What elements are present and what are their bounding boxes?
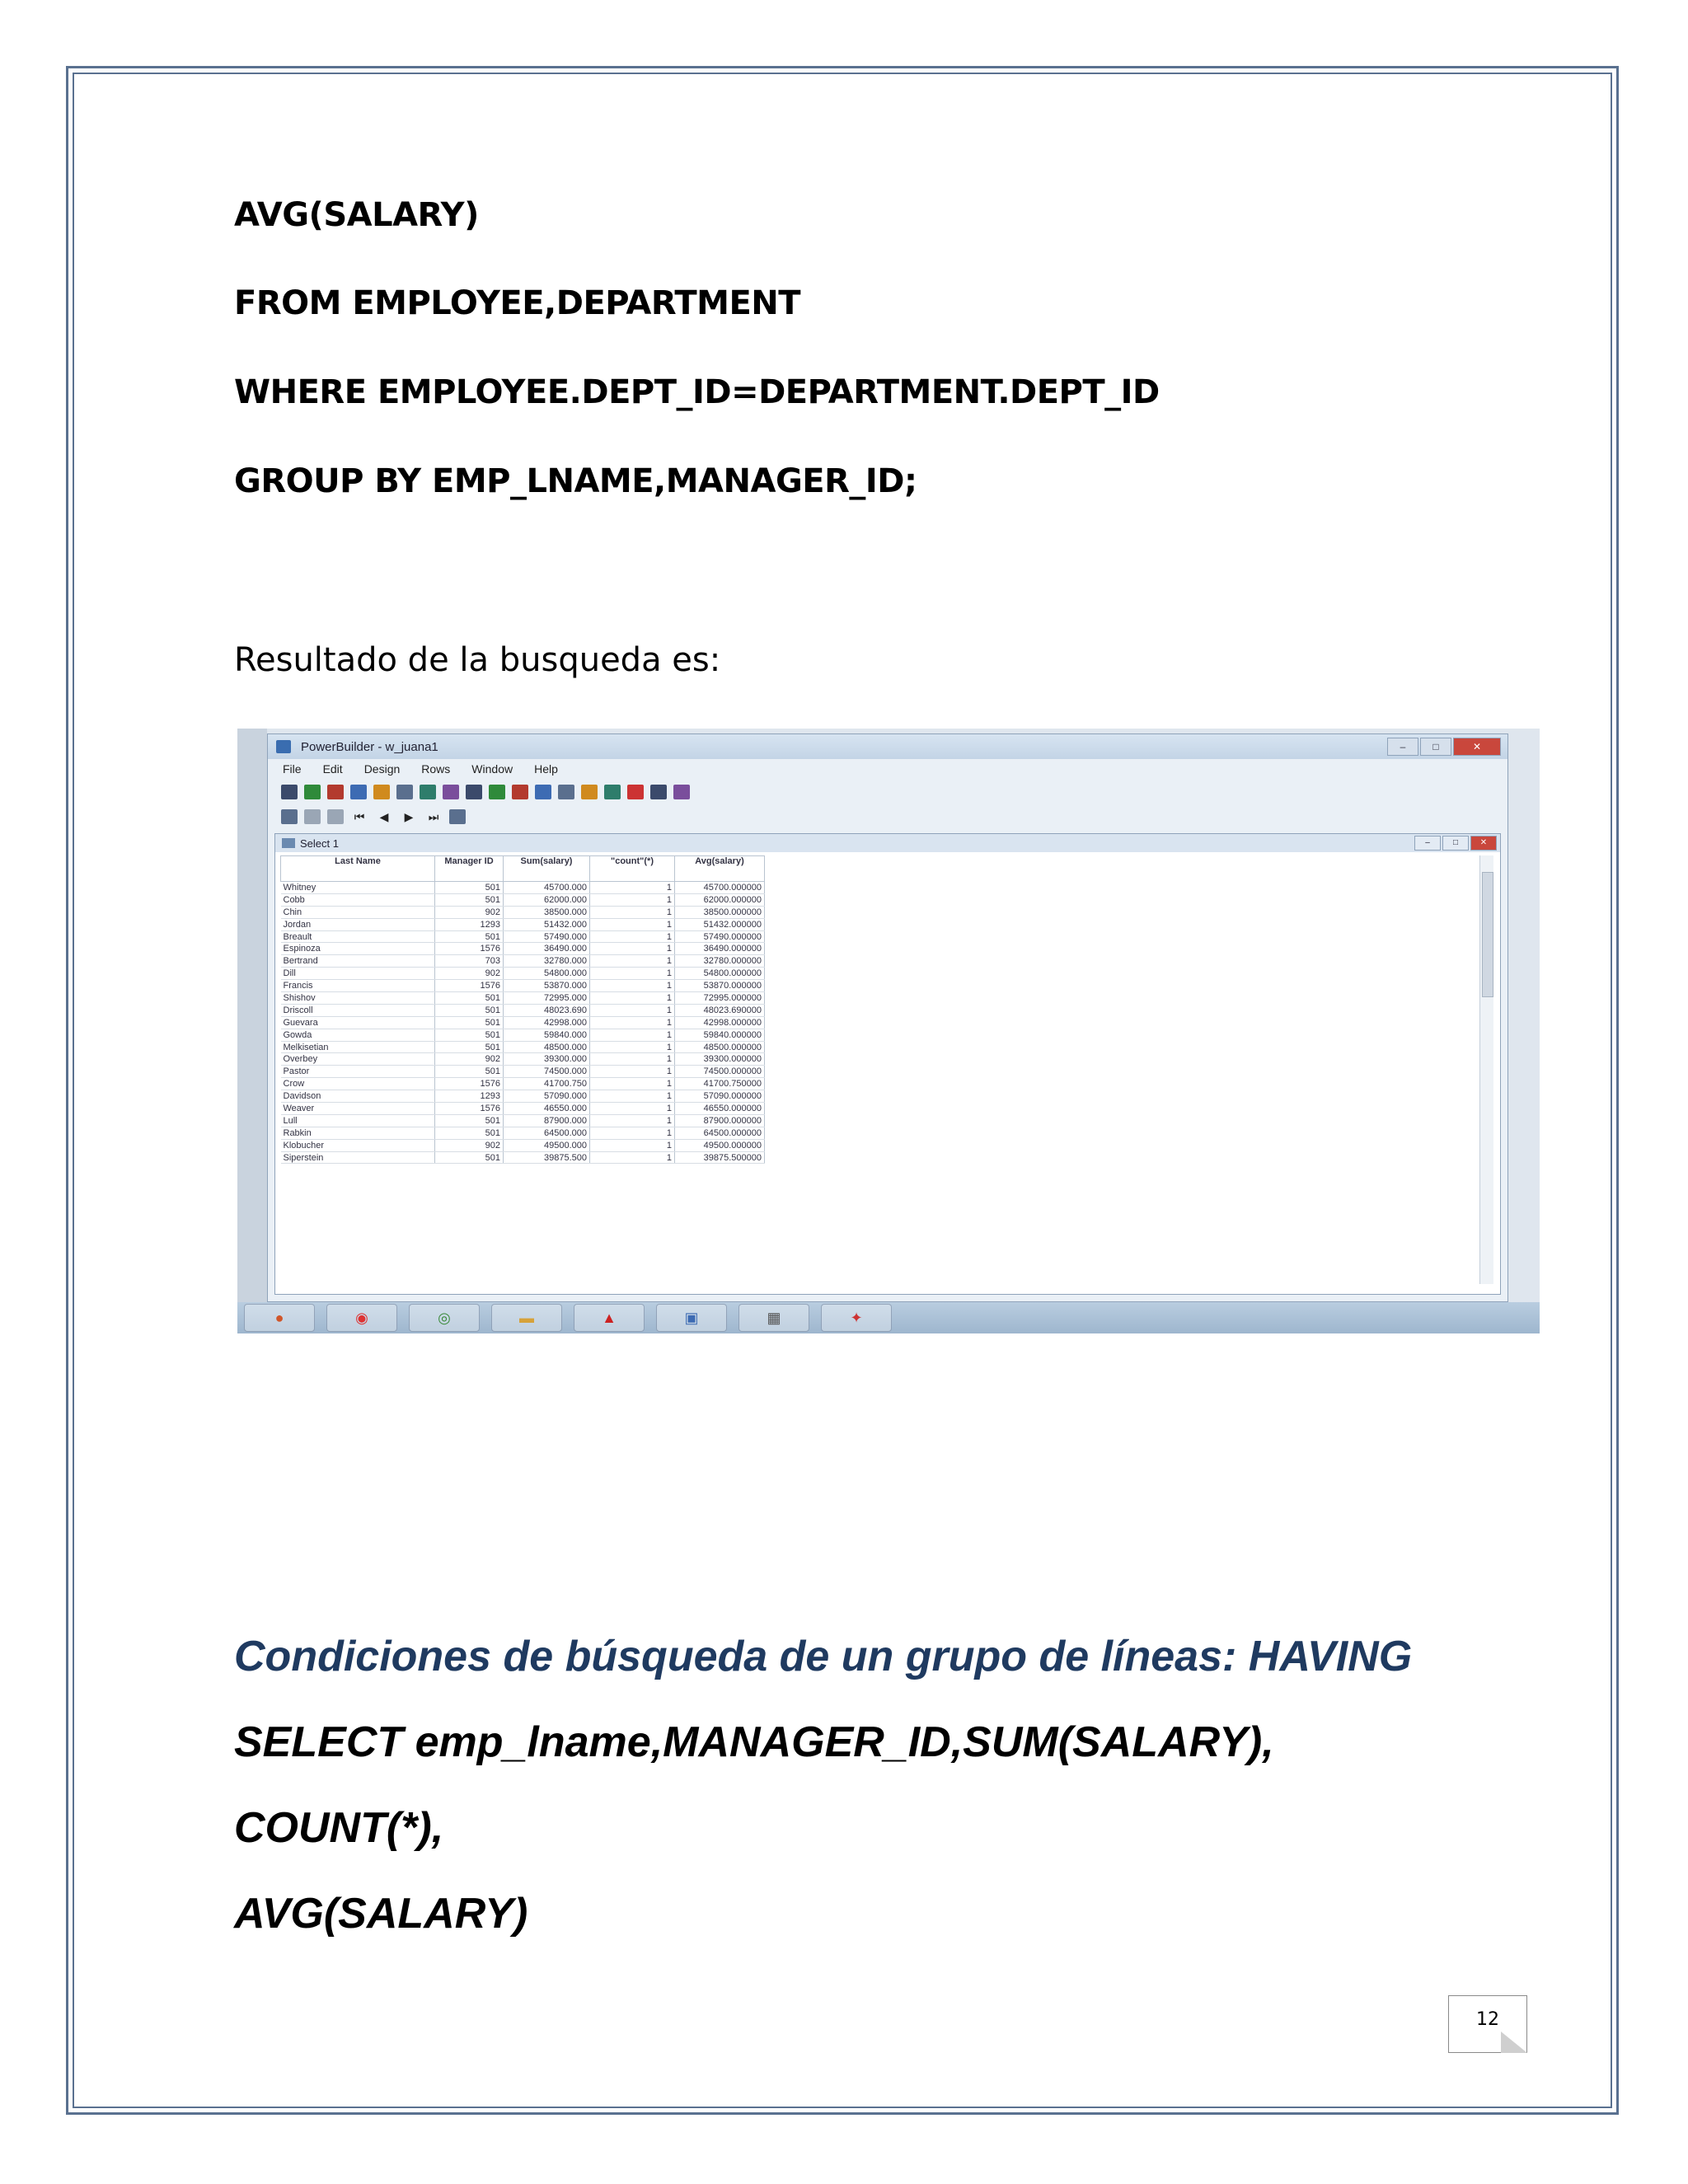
powerbuilder-icon	[276, 740, 291, 753]
table-cell: 42998.000000	[675, 1016, 765, 1029]
taskbar-app-icon[interactable]: ✦	[821, 1304, 892, 1332]
table-cell: 32780.000000	[675, 955, 765, 968]
toolbar-icon[interactable]	[512, 785, 528, 799]
table-cell: Gowda	[281, 1029, 435, 1041]
table-cell: 501	[435, 1114, 504, 1127]
table-row[interactable]	[281, 1139, 765, 1151]
table-cell: 36490.000	[504, 943, 590, 955]
table-cell: 501	[435, 1004, 504, 1016]
last-row-icon[interactable]: ⏭	[428, 810, 439, 823]
table-cell: 64500.000000	[675, 1127, 765, 1139]
toolbar-icon[interactable]	[281, 785, 298, 799]
sql-line-where: WHERE EMPLOYEE.DEPT_ID=DEPARTMENT.DEPT_ID	[234, 373, 1160, 411]
table-cell: 1576	[435, 980, 504, 992]
maximize-button[interactable]: □	[1420, 738, 1451, 756]
table-cell: 1	[590, 980, 675, 992]
toolbar-secondary	[268, 805, 1507, 828]
table-cell: 501	[435, 1151, 504, 1164]
toolbar-icon[interactable]	[627, 785, 644, 799]
table-row[interactable]	[281, 1090, 765, 1103]
table-row[interactable]	[281, 1053, 765, 1066]
table-cell: 1	[590, 955, 675, 968]
first-row-icon[interactable]: ⏮	[354, 810, 365, 823]
table-cell: 49500.000	[504, 1139, 590, 1151]
child-close-button[interactable]: ✕	[1470, 836, 1497, 851]
prev-row-icon[interactable]: ◀	[379, 810, 389, 823]
table-cell: Siperstein	[281, 1151, 435, 1164]
table-cell: Dill	[281, 968, 435, 980]
table-cell: Cobb	[281, 893, 435, 906]
table-cell: 72995.000	[504, 992, 590, 1005]
table-cell: Bertrand	[281, 955, 435, 968]
table-cell: 39875.500	[504, 1151, 590, 1164]
table-cell: Rabkin	[281, 1127, 435, 1139]
table-cell: 48023.690	[504, 1004, 590, 1016]
menu-item-window[interactable]: Window	[471, 762, 513, 776]
taskbar-chrome-icon[interactable]: ◉	[326, 1304, 397, 1332]
page-fold	[1501, 2032, 1527, 2053]
minimize-button[interactable]: –	[1387, 738, 1418, 756]
table-row[interactable]	[281, 992, 765, 1005]
table-cell: 46550.000000	[675, 1103, 765, 1115]
table-cell: Lull	[281, 1114, 435, 1127]
column-header[interactable]: Avg(salary)	[675, 856, 765, 882]
window-title-bar	[268, 734, 1507, 759]
table-cell: 501	[435, 1041, 504, 1053]
table-cell: 1	[590, 1127, 675, 1139]
result-grid	[280, 855, 765, 1164]
table-cell: 39300.000000	[675, 1053, 765, 1066]
table-cell: 501	[435, 1066, 504, 1078]
close-button[interactable]: ✕	[1453, 738, 1501, 756]
table-cell: 1576	[435, 1078, 504, 1090]
table-cell: 32780.000	[504, 955, 590, 968]
toolbar-icon[interactable]	[466, 785, 482, 799]
table-cell: 48500.000	[504, 1041, 590, 1053]
result-caption: Resultado de la busqueda es:	[234, 641, 721, 679]
sql2-line-select: SELECT emp_lname,MANAGER_ID,SUM(SALARY),	[234, 1718, 1274, 1766]
table-cell: 501	[435, 893, 504, 906]
table-cell: 1	[590, 1090, 675, 1103]
table-cell: 87900.000	[504, 1114, 590, 1127]
table-row[interactable]	[281, 1041, 765, 1053]
section-heading: Condiciones de búsqueda de un grupo de líneas: HAVING	[234, 1633, 1413, 1680]
table-cell: 51432.000000	[675, 918, 765, 930]
sql2-line-count: COUNT(*),	[234, 1804, 444, 1852]
table-cell: 45700.000000	[675, 882, 765, 894]
print-icon[interactable]	[449, 809, 466, 824]
table-row[interactable]	[281, 1004, 765, 1016]
taskbar-folder-icon[interactable]: ▬	[491, 1304, 562, 1332]
column-header[interactable]: "count"(*)	[590, 856, 675, 882]
toolbar-icon[interactable]	[396, 785, 413, 799]
sheet-icon	[282, 838, 295, 848]
table-cell: 36490.000000	[675, 943, 765, 955]
table-cell: 38500.000000	[675, 906, 765, 918]
table-cell: 59840.000000	[675, 1029, 765, 1041]
toolbar-icon[interactable]	[443, 785, 459, 799]
table-cell: Crow	[281, 1078, 435, 1090]
toolbar-icon[interactable]	[604, 785, 621, 799]
table-row[interactable]	[281, 1016, 765, 1029]
table-cell: Davidson	[281, 1090, 435, 1103]
table-cell: 48023.690000	[675, 1004, 765, 1016]
table-cell: 1	[590, 1103, 675, 1115]
child-title: Select 1	[300, 837, 339, 850]
powerbuilder-screenshot	[237, 729, 1540, 1333]
table-cell: 64500.000	[504, 1127, 590, 1139]
table-cell: 62000.000	[504, 893, 590, 906]
table-row[interactable]	[281, 882, 765, 894]
taskbar-editor-icon[interactable]: ▣	[656, 1304, 727, 1332]
scrollbar-thumb[interactable]	[1482, 872, 1493, 997]
toolbar-icon[interactable]	[558, 785, 574, 799]
toolbar-icon[interactable]	[581, 785, 598, 799]
table-cell: 48500.000000	[675, 1041, 765, 1053]
toolbar-icon[interactable]	[673, 785, 690, 799]
table-cell: 902	[435, 1053, 504, 1066]
toolbar-icon[interactable]	[489, 785, 505, 799]
table-cell: 1	[590, 1041, 675, 1053]
table-cell: Breault	[281, 930, 435, 943]
table-cell: 1	[590, 930, 675, 943]
table-cell: 1	[590, 1114, 675, 1127]
table-row[interactable]	[281, 943, 765, 955]
table-row[interactable]	[281, 1103, 765, 1115]
taskbar-pdf-icon[interactable]: ▲	[574, 1304, 645, 1332]
table-row[interactable]	[281, 906, 765, 918]
child-title-bar	[275, 834, 1500, 852]
column-header[interactable]: Manager ID	[435, 856, 504, 882]
menu-item-rows[interactable]: Rows	[421, 762, 451, 776]
menu-item-design[interactable]: Design	[363, 762, 401, 776]
table-cell: 74500.000000	[675, 1066, 765, 1078]
table-cell: Melkisetian	[281, 1041, 435, 1053]
table-row[interactable]	[281, 1066, 765, 1078]
table-cell: 51432.000	[504, 918, 590, 930]
table-cell: 501	[435, 930, 504, 943]
desktop-edge	[237, 729, 267, 1305]
menu-item-file[interactable]: File	[283, 762, 302, 776]
table-cell: 501	[435, 992, 504, 1005]
table-cell: Weaver	[281, 1103, 435, 1115]
menu-bar	[268, 759, 1507, 779]
table-cell: Chin	[281, 906, 435, 918]
table-cell: 1293	[435, 1090, 504, 1103]
table-cell: 57090.000	[504, 1090, 590, 1103]
table-row[interactable]	[281, 918, 765, 930]
column-header[interactable]: Sum(salary)	[504, 856, 590, 882]
page-number-value: 12	[1476, 2009, 1499, 2030]
table-cell: Jordan	[281, 918, 435, 930]
table-cell: 1	[590, 1004, 675, 1016]
child-maximize-button[interactable]: □	[1442, 836, 1469, 851]
table-row[interactable]	[281, 930, 765, 943]
table-cell: Overbey	[281, 1053, 435, 1066]
table-cell: 501	[435, 1016, 504, 1029]
vertical-scrollbar[interactable]	[1479, 855, 1493, 1284]
table-cell: Espinoza	[281, 943, 435, 955]
table-cell: 1	[590, 1053, 675, 1066]
table-cell: 57090.000000	[675, 1090, 765, 1103]
table-cell: 42998.000	[504, 1016, 590, 1029]
table-cell: 57490.000	[504, 930, 590, 943]
child-minimize-button[interactable]: –	[1414, 836, 1441, 851]
table-row[interactable]	[281, 968, 765, 980]
app-window	[267, 733, 1508, 1302]
table-cell: 62000.000000	[675, 893, 765, 906]
table-cell: 902	[435, 968, 504, 980]
table-cell: 902	[435, 906, 504, 918]
table-cell: 1293	[435, 918, 504, 930]
table-row[interactable]	[281, 980, 765, 992]
table-cell: 1	[590, 1078, 675, 1090]
table-cell: Driscoll	[281, 1004, 435, 1016]
toolbar-icon[interactable]	[350, 785, 367, 799]
toolbar-icon[interactable]	[304, 785, 321, 799]
table-cell: 1	[590, 968, 675, 980]
toolbar-icon[interactable]	[327, 809, 344, 824]
table-row[interactable]	[281, 1078, 765, 1090]
table-row[interactable]	[281, 1151, 765, 1164]
toolbar-icon[interactable]	[327, 785, 344, 799]
table-cell: Francis	[281, 980, 435, 992]
table-cell: 45700.000	[504, 882, 590, 894]
table-cell: Whitney	[281, 882, 435, 894]
table-cell: 87900.000000	[675, 1114, 765, 1127]
table-cell: 41700.750000	[675, 1078, 765, 1090]
sql2-line-avg: AVG(SALARY)	[234, 1890, 528, 1938]
table-row[interactable]	[281, 955, 765, 968]
taskbar-tools-icon[interactable]: ▦	[738, 1304, 809, 1332]
table-cell: 49500.000000	[675, 1139, 765, 1151]
table-cell: 54800.000000	[675, 968, 765, 980]
table-cell: 1	[590, 992, 675, 1005]
table-cell: 72995.000000	[675, 992, 765, 1005]
column-header[interactable]: Last Name	[281, 856, 435, 882]
toolbar-icon[interactable]	[281, 809, 298, 824]
table-cell: 74500.000	[504, 1066, 590, 1078]
table-cell: 1	[590, 1066, 675, 1078]
table-cell: 1	[590, 906, 675, 918]
table-cell: 53870.000	[504, 980, 590, 992]
table-cell: 1	[590, 943, 675, 955]
table-cell: Klobucher	[281, 1139, 435, 1151]
select-child-window	[274, 833, 1501, 1295]
table-cell: 53870.000000	[675, 980, 765, 992]
table-row[interactable]	[281, 893, 765, 906]
table-cell: 902	[435, 1139, 504, 1151]
table-cell: 703	[435, 955, 504, 968]
table-cell: 1	[590, 882, 675, 894]
table-cell: 1576	[435, 943, 504, 955]
table-cell: 1	[590, 1029, 675, 1041]
toolbar-icon[interactable]	[535, 785, 551, 799]
table-cell: 1	[590, 1151, 675, 1164]
toolbar-icon[interactable]	[420, 785, 436, 799]
table-cell: 1	[590, 1016, 675, 1029]
table-row[interactable]	[281, 1029, 765, 1041]
taskbar-media-icon[interactable]: ●	[244, 1304, 315, 1332]
toolbar-icon[interactable]	[304, 809, 321, 824]
table-cell: 46550.000	[504, 1103, 590, 1115]
table-cell: 54800.000	[504, 968, 590, 980]
menu-item-edit[interactable]: Edit	[322, 762, 343, 776]
table-cell: 39875.500000	[675, 1151, 765, 1164]
sql-line-group-by: GROUP BY EMP_LNAME,MANAGER_ID;	[234, 462, 917, 500]
toolbar-icon[interactable]	[650, 785, 667, 799]
table-row[interactable]	[281, 1127, 765, 1139]
table-cell: 59840.000	[504, 1029, 590, 1041]
table-cell: 501	[435, 882, 504, 894]
sql-line-from: FROM EMPLOYEE,DEPARTMENT	[234, 284, 801, 322]
menu-item-help[interactable]: Help	[534, 762, 558, 776]
table-cell: Guevara	[281, 1016, 435, 1029]
table-cell: 57490.000000	[675, 930, 765, 943]
table-row[interactable]	[281, 1114, 765, 1127]
sql-line-avg: AVG(SALARY)	[234, 196, 479, 234]
toolbar-primary	[268, 780, 1507, 804]
table-cell: 1	[590, 893, 675, 906]
next-row-icon[interactable]: ▶	[404, 810, 414, 823]
table-cell: 1	[590, 1139, 675, 1151]
table-cell: 41700.750	[504, 1078, 590, 1090]
window-title: PowerBuilder - w_juana1	[301, 739, 438, 754]
page-number	[1448, 1995, 1527, 2053]
table-cell: Shishov	[281, 992, 435, 1005]
taskbar	[237, 1302, 1540, 1333]
table-cell: 39300.000	[504, 1053, 590, 1066]
table-cell: 38500.000	[504, 906, 590, 918]
taskbar-network-icon[interactable]: ◎	[409, 1304, 480, 1332]
table-cell: 501	[435, 1029, 504, 1041]
table-cell: 1	[590, 918, 675, 930]
table-cell: Pastor	[281, 1066, 435, 1078]
table-cell: 501	[435, 1127, 504, 1139]
table-cell: 1576	[435, 1103, 504, 1115]
toolbar-icon[interactable]	[373, 785, 390, 799]
